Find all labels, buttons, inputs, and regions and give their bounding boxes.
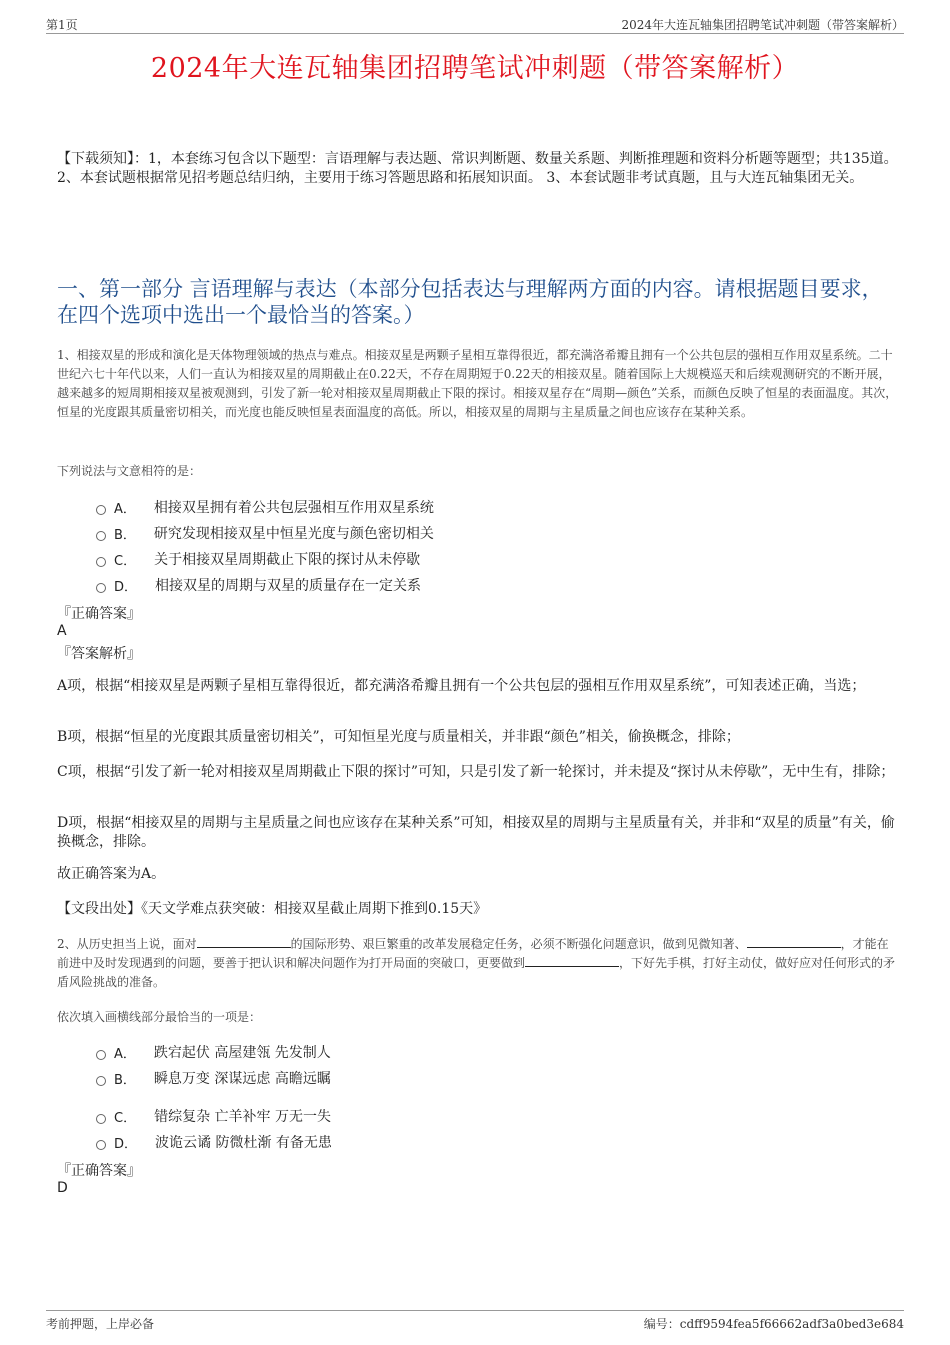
question-2-prompt: 依次填入画横线部分最恰当的一项是： [57,1010,262,1024]
radio-button-icon[interactable] [96,505,106,515]
question-1-option-a[interactable] [96,497,434,517]
option-text: 相接双星拥有着公共包层强相互作用双星系统 [153,500,434,516]
option-letter: A． [114,501,136,517]
question-2-answer: D [57,1180,68,1196]
option-text: 波诡云谲 防微杜渐 有备无患 [155,1135,332,1151]
question-1-prompt: 下列说法与文意相符的是： [57,464,202,478]
radio-button-icon[interactable] [96,1140,106,1150]
question-1-text: 1、相接双星的形成和演化是天体物理领域的热点与难点。相接双星是两颗子星相互靠得很近，都充满洛希瓣且拥有一个公共包层的强相互作用双星系统。二十世纪六七十年代以来，人们一直认为相接双星的周期截止在0.22天，不存在周期短于0.22天的相接双星。随着国际上大规模巡天和后续观测研究的不断开展，越来越多的短周期相接双星被观测到，引发了新一轮对相接双星周期截止下限的探讨。相接双星存在“周期—颜色”关系，而颜色反映了恒星的表面温度。其次，恒星的光度跟其质量密切相关，而光度也能反映恒星表面温度的高低。所以，相接双星的周期与主星质量之间也应该存在某种关系。 [57,348,898,419]
option-letter: B． [114,1072,136,1088]
radio-button-icon[interactable] [96,531,106,541]
radio-button-icon[interactable] [96,1114,106,1124]
question-1-answer: A [57,623,67,639]
question-2-answer-label: 『正确答案』 [57,1163,141,1179]
option-letter: C． [114,1110,137,1126]
question-1-option-b[interactable] [96,523,434,543]
radio-button-icon[interactable] [96,557,106,567]
radio-button-icon[interactable] [96,1076,106,1086]
document-id: 编号：cdff9594fea5f66662adf3a0bed3e684 [643,1317,904,1331]
section-heading: 一、第一部分 言语理解与表达（本部分包括表达与理解两方面的内容。请根据题目要求，在四个选项中选出一个最恰当的答案。） [57,277,883,327]
option-letter: B． [114,527,136,543]
option-text: 相接双星的周期与双星的质量存在一定关系 [155,578,422,594]
footer-slogan: 考前押题，上岸必备 [46,1317,155,1331]
analysis-paragraph-b: B项，根据“恒星的光度跟其质量密切相关”，可知恒星光度与质量相关，并非跟“颜色”相关，偷换概念，排除； [57,729,740,745]
radio-button-icon[interactable] [96,583,106,593]
option-text: 错综复杂 亡羊补牢 万无一失 [154,1109,331,1125]
analysis-paragraph-c: C项，根据“引发了新一轮对相接双星周期截止下限的探讨”可知，只是引发了新一轮探讨，并未提及“探讨从未停歇”，无中生有，排除； [57,764,895,780]
option-text: 瞬息万变 深谋远虑 高瞻远瞩 [153,1071,331,1087]
question-1-option-d[interactable] [96,575,421,595]
option-letter: A． [114,1046,136,1062]
fill-blank-2 [747,936,841,948]
question-1-answer-label: 『正确答案』 [57,606,141,622]
option-text: 研究发现相接双星中恒星光度与颜色密切相关 [153,526,434,542]
question-2-option-a[interactable] [96,1042,331,1062]
question-1-option-c[interactable] [96,549,420,569]
radio-button-icon[interactable] [96,1050,106,1060]
option-letter: C． [114,553,137,569]
analysis-paragraph-d: D项，根据“相接双星的周期与主星质量之间也应该存在某种关系”可知，相接双星的周期与主星质量有关，并非和“双星的质量”有关，偷换概念，排除。 [57,815,895,850]
question-2-text: 2、从历史担当上说，面对 的国际形势、艰巨繁重的改革发展稳定任务，必须不断强化问题意识，做到见微知著、 ，才能在前进中及时发现遇到的问题，要善于把认识和解决问题作为打开局面的突破口，更要做到 ，下好先手棋，打好主动仗，做好应对任何形式的矛盾风险挑战的准备。 [57,937,896,989]
header-doc-title: 2024年大连瓦轴集团招聘笔试冲刺题（带答案解析） [621,18,904,32]
download-notice: 【下载须知】：1，本套练习包含以下题型：言语理解与表达题、常识判断题、数量关系题、判断推理题和资料分析题等题型；共135道。 2、本套试题根据常见招考题总结归纳，主要用于练习答题思路和拓展知识面。 3、本套试题非考试真题，且与大连瓦轴集团无关。 [57,151,898,186]
option-text: 跌宕起伏 高屋建瓴 先发制人 [153,1045,331,1061]
option-letter: D． [114,579,138,595]
fill-blank-3 [525,955,619,967]
question-2-option-d[interactable] [96,1132,332,1152]
analysis-paragraph-a: A项，根据“相接双星是两颗子星相互靠得很近，都充满洛希瓣且拥有一个公共包层的强相互作用双星系统”，可知表述正确，当选； [57,678,866,694]
header-divider [46,33,904,34]
page-number: 第1页 [46,18,78,32]
fill-blank-1 [197,936,291,948]
footer-divider [46,1310,904,1311]
analysis-conclusion: 故正确答案为A。 [57,866,166,882]
page-title: 2024年大连瓦轴集团招聘笔试冲刺题（带答案解析） [150,53,800,84]
question-2-option-c[interactable] [96,1106,331,1126]
question-2-option-b[interactable] [96,1068,331,1088]
question-1-analysis-label: 『答案解析』 [57,646,141,662]
passage-source: 【文段出处】《天文学难点获突破：相接双星截止周期下推到0.15天》 [57,901,488,917]
option-text: 关于相接双星周期截止下限的探讨从未停歇 [154,552,421,568]
option-letter: D． [114,1136,138,1152]
